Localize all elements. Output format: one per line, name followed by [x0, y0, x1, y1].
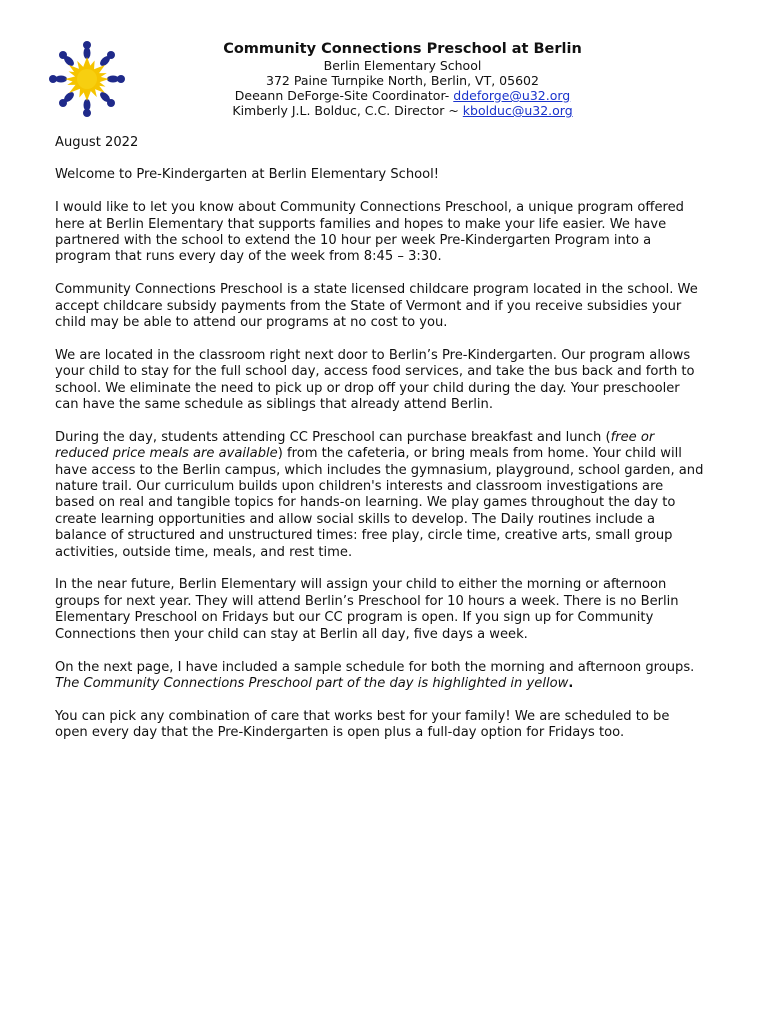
highlight-note: The Community Connections Preschool part of the day is highlighted in yellow	[55, 675, 569, 691]
daily-routine-text-a: During the day, students attending CC Preschool can purchase breakfast and lunch (	[55, 429, 611, 445]
letterhead	[130, 40, 675, 118]
director-label: Kimberly J.L. Bolduc, C.C. Director ~	[232, 103, 463, 118]
paragraph-intro: I would like to let you know about Community Connections Preschool, a unique program offered here at Berlin Elementary that supports families and hopes to make your life easier. We have partnered with the school to extend the 10 hour per week Pre-Kindergarten Program into a program that runs every day of the week from 8:45 – 3:30.	[55, 200, 684, 265]
school-name: Berlin Elementary School	[323, 58, 482, 73]
paragraph-licensing: Community Connections Preschool is a state licensed childcare program located in the school. We accept childcare subsidy payments from the State of Vermont and if you receive subsidies your child may be able to attend our programs at no cost to you.	[55, 282, 698, 331]
schedule-text: On the next page, I have included a sample schedule for both the morning and afternoon groups.	[55, 659, 695, 675]
meals-note: free or reduced price meals are available	[55, 429, 655, 462]
director-email-link[interactable]: kbolduc@u32.org	[462, 103, 573, 118]
sun-with-children-logo	[45, 37, 129, 121]
coordinator-email-link[interactable]: ddeforge@u32.org	[453, 88, 571, 103]
preschool-title: Community Connections Preschool at Berlin	[223, 41, 582, 57]
paragraph-location: We are located in the classroom right next door to Berlin’s Pre-Kindergarten. Our program allows your child to stay for the full school day, access food services, and take the bus back and forth to school. We eliminate the need to pick up or drop off your child during the day. Your preschooler can have the same schedule as siblings that already attend Berlin.	[55, 347, 695, 413]
coordinator-line	[130, 88, 675, 103]
coordinator-label: Deeann DeForge-Site Coordinator-	[234, 88, 454, 103]
letter-body	[55, 135, 705, 758]
paragraph-schedule	[55, 660, 705, 693]
letter-greeting: Welcome to Pre-Kindergarten at Berlin Elementary School!	[55, 167, 440, 183]
director-line	[130, 103, 675, 118]
paragraph-closing: You can pick any combination of care that works best for your family! We are scheduled to be open every day that the Pre-Kindergarten is open plus a full-day option for Fridays too.	[55, 708, 670, 741]
daily-routine-text-b: ) from the cafeteria, or bring meals from home. Your child will have access to the Berlin campus, which includes the gymnasium, playground, school garden, and nature trail. Our curriculum builds upon children's interests and classroom investigations are based on real and tangible topics for hands-on learning. We play games throughout the day to create learning opportunities and allow social skills to develop. The Daily routines include a balance of structured and unstructured times: free play, circle time, creative arts, small group activities, outside time, meals, and rest time.	[55, 446, 704, 560]
schedule-period: .	[568, 675, 574, 691]
logo-svg	[45, 37, 129, 121]
paragraph-daily-routine	[55, 430, 705, 561]
school-address: 372 Paine Turnpike North, Berlin, VT, 05602	[266, 73, 539, 88]
paragraph-group-assignment: In the near future, Berlin Elementary will assign your child to either the morning or afternoon groups for next year. They will attend Berlin’s Preschool for 10 hours a week. There is no Berlin Elementary Preschool on Fridays but our CC program is open. If you sign up for Community Connections then your child can stay at Berlin all day, five days a week.	[55, 577, 679, 642]
letter-date: August 2022	[55, 135, 139, 150]
